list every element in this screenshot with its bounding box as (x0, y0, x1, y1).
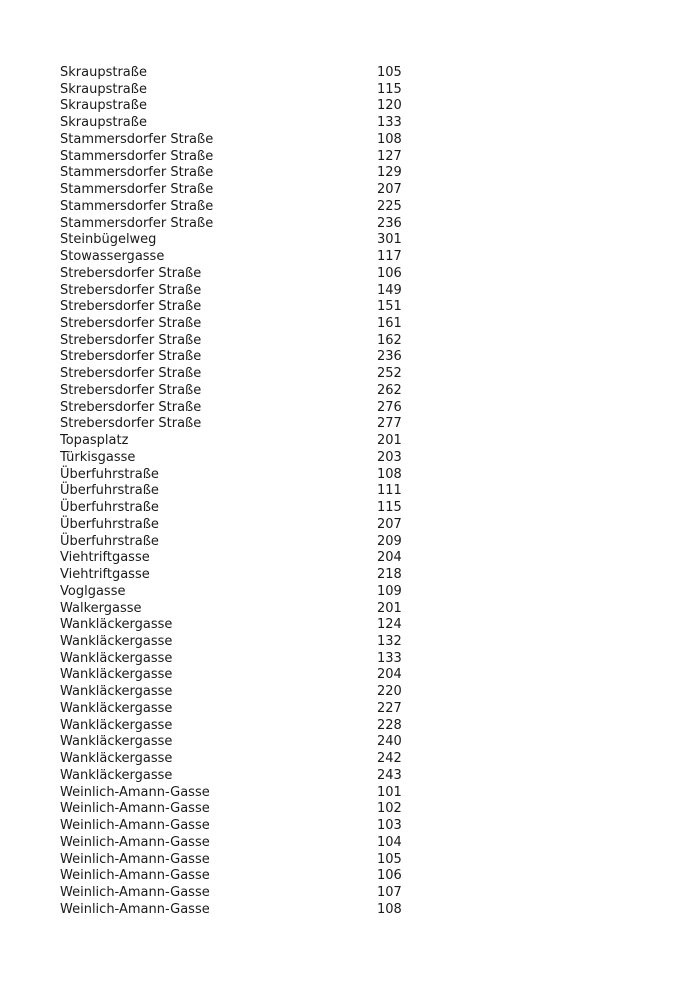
house-number: 109 (377, 583, 402, 599)
street-name: Wankläckergasse (60, 734, 173, 750)
table-row (60, 718, 460, 735)
table-row (60, 550, 460, 567)
street-name: Überfuhrstraße (60, 466, 159, 482)
house-number: 242 (377, 751, 402, 767)
house-number: 218 (377, 567, 402, 583)
table-row (60, 182, 460, 199)
table-row (60, 366, 460, 383)
street-name: Strebersdorfer Straße (60, 282, 202, 298)
house-number: 209 (377, 533, 402, 549)
table-row (60, 785, 460, 802)
table-row (60, 98, 460, 115)
street-name: Überfuhrstraße (60, 516, 159, 532)
house-number: 106 (377, 265, 402, 281)
house-number: 127 (377, 148, 402, 164)
table-row (60, 416, 460, 433)
house-number: 301 (377, 232, 402, 248)
house-number: 161 (377, 316, 402, 332)
house-number: 201 (377, 600, 402, 616)
street-name: Wankläckergasse (60, 751, 173, 767)
street-name: Weinlich-Amann-Gasse (60, 818, 210, 834)
street-name: Überfuhrstraße (60, 500, 159, 516)
street-name: Strebersdorfer Straße (60, 316, 202, 332)
street-name: Wankläckergasse (60, 717, 173, 733)
street-name: Türkisgasse (60, 449, 136, 465)
street-name: Skraupstraße (60, 115, 147, 131)
house-number: 108 (377, 901, 402, 917)
street-name: Walkergasse (60, 600, 142, 616)
table-row (60, 232, 460, 249)
table-row (60, 249, 460, 266)
address-list (60, 65, 460, 918)
street-name: Stammersdorfer Straße (60, 182, 214, 198)
table-row (60, 534, 460, 551)
table-row (60, 885, 460, 902)
table-row (60, 199, 460, 216)
house-number: 240 (377, 734, 402, 750)
house-number: 149 (377, 282, 402, 298)
street-name: Strebersdorfer Straße (60, 349, 202, 365)
house-number: 115 (377, 500, 402, 516)
house-number: 107 (377, 884, 402, 900)
table-row (60, 818, 460, 835)
house-number: 151 (377, 299, 402, 315)
table-row (60, 383, 460, 400)
house-number: 276 (377, 399, 402, 415)
house-number: 133 (377, 650, 402, 666)
table-row (60, 450, 460, 467)
house-number: 129 (377, 165, 402, 181)
house-number: 108 (377, 466, 402, 482)
street-name: Wankläckergasse (60, 650, 173, 666)
table-row (60, 400, 460, 417)
house-number: 203 (377, 449, 402, 465)
street-name: Topasplatz (60, 433, 129, 449)
table-row (60, 835, 460, 852)
house-number: 106 (377, 868, 402, 884)
street-name: Wankläckergasse (60, 633, 173, 649)
house-number: 204 (377, 667, 402, 683)
house-number: 115 (377, 81, 402, 97)
street-name: Viehtriftgasse (60, 550, 150, 566)
house-number: 102 (377, 801, 402, 817)
house-number: 204 (377, 550, 402, 566)
house-number: 101 (377, 784, 402, 800)
street-name: Weinlich-Amann-Gasse (60, 784, 210, 800)
table-row (60, 768, 460, 785)
street-name: Weinlich-Amann-Gasse (60, 868, 210, 884)
house-number: 207 (377, 516, 402, 532)
street-name: Voglgasse (60, 583, 126, 599)
house-number: 207 (377, 182, 402, 198)
house-number: 227 (377, 700, 402, 716)
table-row (60, 601, 460, 618)
house-number: 132 (377, 633, 402, 649)
street-name: Weinlich-Amann-Gasse (60, 801, 210, 817)
street-name: Überfuhrstraße (60, 533, 159, 549)
house-number: 243 (377, 767, 402, 783)
street-name: Strebersdorfer Straße (60, 366, 202, 382)
house-number: 262 (377, 382, 402, 398)
street-name: Weinlich-Amann-Gasse (60, 851, 210, 867)
house-number: 277 (377, 416, 402, 432)
street-name: Überfuhrstraße (60, 483, 159, 499)
table-row (60, 299, 460, 316)
street-name: Steinbügelweg (60, 232, 157, 248)
house-number: 236 (377, 215, 402, 231)
house-number: 225 (377, 198, 402, 214)
street-name: Stammersdorfer Straße (60, 198, 214, 214)
house-number: 108 (377, 131, 402, 147)
table-row (60, 467, 460, 484)
table-row (60, 701, 460, 718)
table-row (60, 132, 460, 149)
street-name: Weinlich-Amann-Gasse (60, 834, 210, 850)
table-row (60, 216, 460, 233)
street-name: Stammersdorfer Straße (60, 215, 214, 231)
house-number: 220 (377, 684, 402, 700)
table-row (60, 165, 460, 182)
table-row (60, 517, 460, 534)
street-name: Strebersdorfer Straße (60, 299, 202, 315)
table-row (60, 283, 460, 300)
table-row (60, 734, 460, 751)
table-row (60, 149, 460, 166)
table-row (60, 333, 460, 350)
street-name: Weinlich-Amann-Gasse (60, 884, 210, 900)
house-number: 252 (377, 366, 402, 382)
house-number: 201 (377, 433, 402, 449)
table-row (60, 65, 460, 82)
house-number: 236 (377, 349, 402, 365)
house-number: 111 (377, 483, 402, 499)
table-row (60, 115, 460, 132)
street-name: Wankläckergasse (60, 684, 173, 700)
table-row (60, 667, 460, 684)
table-row (60, 751, 460, 768)
street-name: Strebersdorfer Straße (60, 382, 202, 398)
street-name: Viehtriftgasse (60, 567, 150, 583)
table-row (60, 584, 460, 601)
street-name: Strebersdorfer Straße (60, 265, 202, 281)
table-row (60, 852, 460, 869)
table-row (60, 500, 460, 517)
house-number: 105 (377, 65, 402, 80)
house-number: 104 (377, 834, 402, 850)
table-row (60, 567, 460, 584)
street-name: Skraupstraße (60, 81, 147, 97)
street-name: Weinlich-Amann-Gasse (60, 901, 210, 917)
street-name: Stammersdorfer Straße (60, 165, 214, 181)
street-name: Skraupstraße (60, 98, 147, 114)
table-row (60, 684, 460, 701)
street-name: Wankläckergasse (60, 767, 173, 783)
street-name: Stowassergasse (60, 249, 165, 265)
street-name: Stammersdorfer Straße (60, 131, 214, 147)
street-name: Wankläckergasse (60, 700, 173, 716)
house-number: 124 (377, 617, 402, 633)
house-number: 133 (377, 115, 402, 131)
table-row (60, 801, 460, 818)
street-name: Strebersdorfer Straße (60, 416, 202, 432)
table-row (60, 82, 460, 99)
table-row (60, 902, 460, 919)
house-number: 103 (377, 818, 402, 834)
street-name: Wankläckergasse (60, 617, 173, 633)
street-name: Strebersdorfer Straße (60, 399, 202, 415)
street-name: Strebersdorfer Straße (60, 332, 202, 348)
house-number: 120 (377, 98, 402, 114)
house-number: 105 (377, 851, 402, 867)
house-number: 162 (377, 332, 402, 348)
table-row (60, 349, 460, 366)
house-number: 117 (377, 249, 402, 265)
street-name: Skraupstraße (60, 65, 147, 80)
table-row (60, 868, 460, 885)
table-row (60, 433, 460, 450)
table-row (60, 617, 460, 634)
table-row (60, 483, 460, 500)
table-row (60, 266, 460, 283)
house-number: 228 (377, 717, 402, 733)
table-row (60, 316, 460, 333)
street-name: Stammersdorfer Straße (60, 148, 214, 164)
street-name: Wankläckergasse (60, 667, 173, 683)
table-row (60, 651, 460, 668)
table-row (60, 634, 460, 651)
